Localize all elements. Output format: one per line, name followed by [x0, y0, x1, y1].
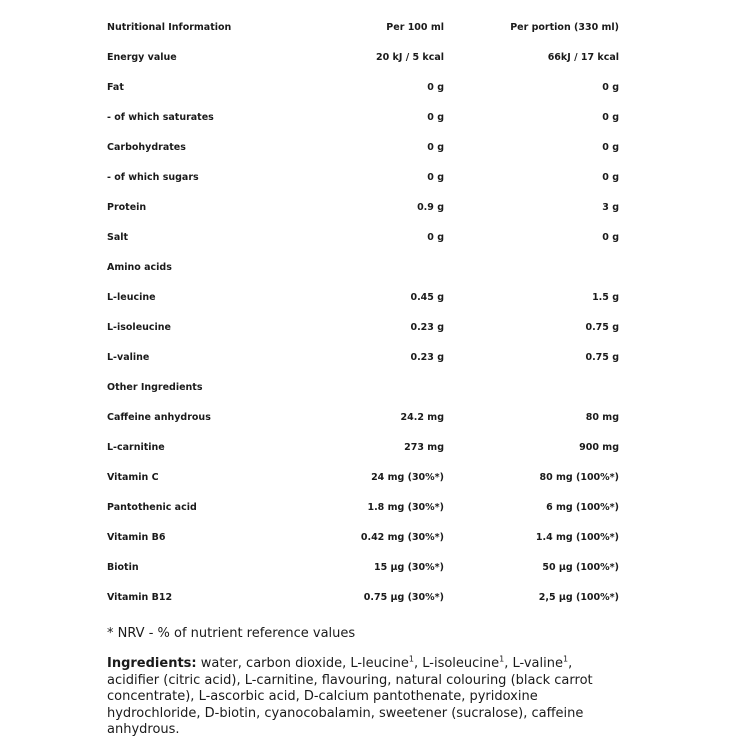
- table-row: [103, 552, 623, 582]
- nutrient-name-cell: Carbohydrates: [107, 141, 186, 153]
- per-100ml-cell: 0 g: [427, 171, 444, 183]
- nutrient-name-cell: - of which saturates: [107, 111, 214, 123]
- footnote-marker-leucine: 1: [408, 654, 414, 664]
- nutrient-name-cell: - of which sugars: [107, 171, 199, 183]
- nutrient-name-cell: Pantothenic acid: [107, 501, 197, 513]
- per-portion-cell: 1.5 g: [592, 291, 619, 303]
- table-row: [103, 432, 623, 462]
- per-portion-cell: 0 g: [602, 81, 619, 93]
- per-100ml-cell: 0.42 mg (30%*): [360, 531, 444, 543]
- per-100ml-cell: 0 g: [427, 141, 444, 153]
- table-row: [103, 282, 623, 312]
- per-100ml-cell: 20 kJ / 5 kcal: [376, 51, 444, 63]
- per-100ml-cell: 0 g: [427, 111, 444, 123]
- per-portion-cell: 0 g: [602, 141, 619, 153]
- per-100ml-cell: [313, 372, 448, 402]
- ingredients-text-3: , L-valine: [504, 656, 563, 671]
- nutrient-name-cell: Other Ingredients: [107, 381, 203, 393]
- header-nutrient: Nutritional Information: [107, 21, 232, 33]
- table-row: [103, 132, 623, 162]
- per-100ml-cell: 0.75 µg (30%*): [363, 591, 444, 603]
- table-row: [103, 222, 623, 252]
- footnote-marker-valine: 1: [562, 654, 569, 664]
- per-portion-cell: 6 mg (100%*): [546, 501, 619, 513]
- header-per-100ml: Per 100 ml: [386, 21, 444, 33]
- footnote-marker-isoleucine: 1: [499, 654, 505, 664]
- per-100ml-cell: 24 mg (30%*): [371, 471, 444, 483]
- nutrition-table: [103, 12, 623, 612]
- ingredients-text-1: water, carbon dioxide, L-leucine: [196, 656, 409, 671]
- nutrient-name-cell: Energy value: [107, 51, 177, 63]
- per-portion-cell: 80 mg: [585, 411, 619, 423]
- per-100ml-cell: 0.45 g: [410, 291, 444, 303]
- per-100ml-cell: 1.8 mg (30%*): [367, 501, 444, 513]
- per-portion-cell: 3 g: [602, 201, 619, 213]
- nutrient-name-cell: Vitamin B12: [107, 591, 173, 603]
- table-row: [103, 372, 623, 402]
- table-row: [103, 342, 623, 372]
- table-row: [103, 42, 623, 72]
- nutrient-name-cell: Salt: [107, 231, 129, 243]
- per-portion-cell: 0 g: [602, 111, 619, 123]
- per-100ml-cell: 0.23 g: [410, 321, 444, 333]
- nutrition-table-body: [103, 12, 623, 612]
- per-100ml-cell: 0.9 g: [417, 201, 444, 213]
- per-portion-cell: [448, 252, 623, 282]
- per-portion-cell: 66kJ / 17 kcal: [547, 51, 619, 63]
- ingredients-text-2: , L-isoleucine: [413, 656, 500, 671]
- per-portion-cell: 80 mg (100%*): [539, 471, 619, 483]
- table-row: [103, 492, 623, 522]
- per-100ml-cell: [313, 252, 448, 282]
- per-100ml-cell: 0.23 g: [410, 351, 444, 363]
- nutrient-name-cell: L-valine: [107, 351, 150, 363]
- per-portion-cell: 0.75 g: [585, 321, 619, 333]
- per-portion-cell: 900 mg: [579, 441, 619, 453]
- nutrient-name-cell: Protein: [107, 201, 147, 213]
- per-100ml-cell: 24.2 mg: [400, 411, 444, 423]
- nutrition-table-container: [103, 12, 623, 612]
- ingredients-paragraph: [107, 656, 617, 739]
- table-row: [103, 162, 623, 192]
- nutrient-name-cell: Vitamin C: [107, 471, 159, 483]
- table-row: [103, 192, 623, 222]
- table-row: [103, 522, 623, 552]
- nutrient-name-cell: L-isoleucine: [107, 321, 171, 333]
- table-row: [103, 462, 623, 492]
- header-per-portion: Per portion (330 ml): [510, 21, 619, 33]
- nrv-footnote: * NRV - % of nutrient reference values: [107, 626, 356, 641]
- per-100ml-cell: 0 g: [427, 81, 444, 93]
- per-100ml-cell: 0 g: [427, 231, 444, 243]
- per-portion-cell: 50 µg (100%*): [542, 561, 619, 573]
- table-row: [103, 582, 623, 612]
- table-row: [103, 102, 623, 132]
- per-portion-cell: 0 g: [602, 171, 619, 183]
- ingredients-heading: Ingredients:: [107, 656, 197, 671]
- nutrient-name-cell: Amino acids: [107, 261, 172, 273]
- ingredients-text-4: , acidifier (citric acid), L-carnitine, flavouring, natural colouring (black carrot concentrate), L-ascorbic acid, D-calcium pantothenate, pyridoxine hydrochloride, D-biotin, cyanocobalamin, sweetener (sucralose), caffeine anhydrous.: [107, 656, 593, 737]
- nutrient-name-cell: Vitamin B6: [107, 531, 166, 543]
- per-portion-cell: 2,5 µg (100%*): [538, 591, 619, 603]
- per-portion-cell: 0 g: [602, 231, 619, 243]
- nutrient-name-cell: L-carnitine: [107, 441, 165, 453]
- per-100ml-cell: 15 µg (30%*): [373, 561, 444, 573]
- table-header-row: [103, 12, 623, 42]
- per-100ml-cell: 273 mg: [404, 441, 444, 453]
- table-row: [103, 72, 623, 102]
- table-row: [103, 312, 623, 342]
- table-row: [103, 252, 623, 282]
- table-row: [103, 402, 623, 432]
- per-portion-cell: 1.4 mg (100%*): [535, 531, 619, 543]
- nutrient-name-cell: Caffeine anhydrous: [107, 411, 211, 423]
- nutrient-name-cell: Fat: [107, 81, 124, 93]
- nutrient-name-cell: Biotin: [107, 561, 139, 573]
- per-portion-cell: 0.75 g: [585, 351, 619, 363]
- nutrient-name-cell: L-leucine: [107, 291, 156, 303]
- per-portion-cell: [448, 372, 623, 402]
